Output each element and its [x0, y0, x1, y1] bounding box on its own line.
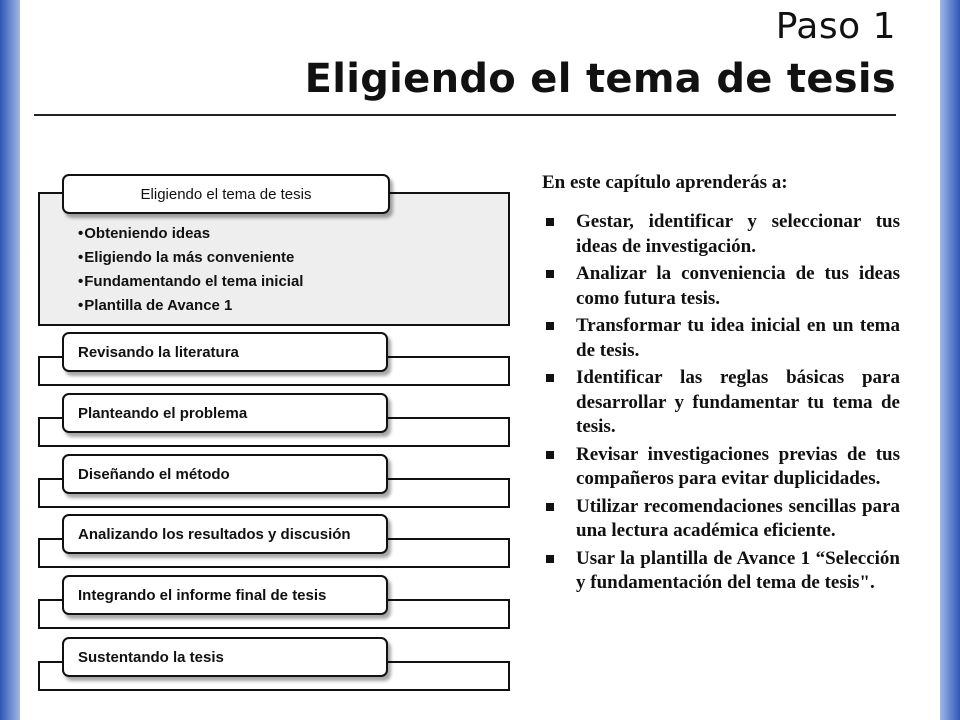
step-tab: Analizando los resultados y discusión [62, 514, 388, 554]
square-bullet-icon [546, 322, 554, 330]
step-tab: Integrando el informe final de tesis [62, 575, 388, 615]
objective-text: Identificar las reglas básicas para desarrollar y fundamentar tu tema de tesis. [576, 367, 900, 437]
step-row-informe [38, 575, 510, 629]
objective-text: Analizar la conveniencia de tus ideas como futura tesis. [576, 263, 900, 309]
subitem: • Obteniendo ideas [78, 222, 303, 246]
objective-text: Utilizar recomendaciones sencillas para una lectura académica eficiente. [576, 495, 900, 541]
square-bullet-icon [546, 503, 554, 511]
step-row-problema [38, 393, 510, 447]
square-bullet-icon [546, 555, 554, 563]
objectives-intro: En este capítulo aprenderás a: [542, 172, 788, 193]
objectives-list [540, 210, 900, 596]
objective-text: Usar la plantilla de Avance 1 “Selección y fundamentación del tema de tesis". [576, 547, 900, 593]
learning-objectives [540, 172, 900, 599]
page-title: Eligiendo el tema de tesis [304, 56, 896, 102]
subitem: • Fundamentando el tema inicial [78, 270, 303, 294]
objective-item [540, 443, 900, 492]
step-row-sustentando [38, 637, 510, 691]
objective-item [540, 210, 900, 259]
square-bullet-icon [546, 374, 554, 382]
current-step-subitems [78, 222, 303, 318]
subitem: • Eligiendo la más conveniente [78, 246, 303, 270]
step-tab: Revisando la literatura [62, 332, 388, 372]
square-bullet-icon [546, 270, 554, 278]
objective-item [540, 262, 900, 311]
square-bullet-icon [546, 451, 554, 459]
process-diagram [20, 0, 520, 720]
objective-text: Revisar investigaciones previas de tus compañeros para evitar duplicidades. [576, 443, 900, 489]
objective-item [540, 366, 900, 440]
step-row-literatura [38, 332, 510, 386]
objective-item [540, 547, 900, 596]
subitem: • Plantilla de Avance 1 [78, 294, 303, 318]
step-label: Paso 1 [775, 6, 896, 47]
square-bullet-icon [546, 218, 554, 226]
step-tab: Diseñando el método [62, 454, 388, 494]
objective-item [540, 314, 900, 363]
current-step-tab: Eligiendo el tema de tesis [62, 174, 390, 214]
step-tab: Sustentando la tesis [62, 637, 388, 677]
step-row-metodo [38, 454, 510, 508]
step-tab: Planteando el problema [62, 393, 388, 433]
step-row-resultados [38, 514, 510, 568]
objective-text: Transformar tu idea inicial en un tema de tesis. [576, 315, 900, 361]
objective-text: Gestar, identificar y seleccionar tus ideas de investigación. [576, 211, 900, 257]
slide [20, 0, 940, 720]
objective-item [540, 495, 900, 544]
